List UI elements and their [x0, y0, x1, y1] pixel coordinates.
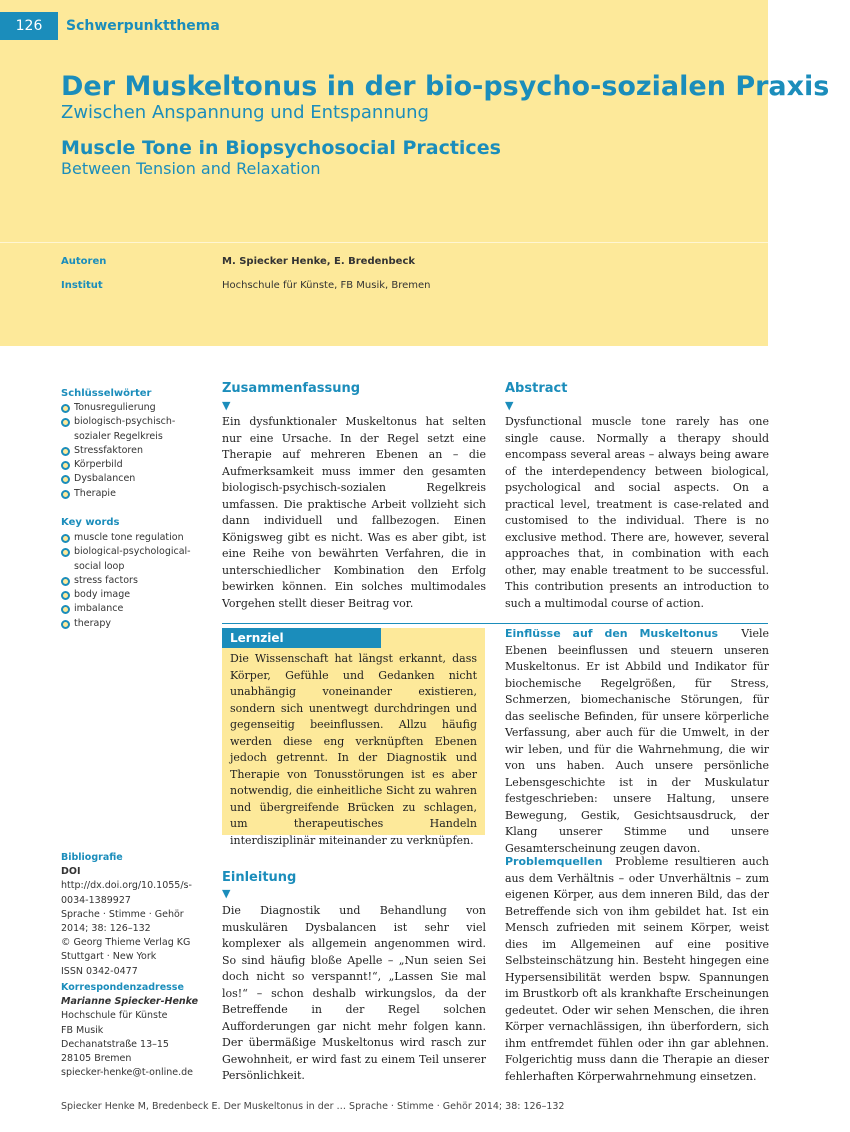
- section-name: Schwerpunktthema: [66, 18, 220, 34]
- keyword-item: biological-psychological-social loop: [61, 545, 201, 574]
- bib-issn: ISSN 0342-0477: [61, 965, 138, 977]
- page-footer: Spiecker Henke M, Bredenbeck E. Der Muskeltonus in der … Sprache · Stimme · Gehör 2014; 38: 126–132: [61, 1101, 565, 1112]
- keyword-item: Tonusregulierung: [61, 401, 211, 415]
- einfluesse-paragraph: [505, 626, 769, 857]
- bib-journal: Sprache · Stimme · Gehör: [61, 908, 184, 920]
- correspondence-line: 28105 Bremen: [61, 1053, 132, 1065]
- problemquellen-paragraph: [505, 854, 769, 1085]
- correspondence-line: FB Musik: [61, 1024, 104, 1036]
- page-number: 126: [0, 12, 58, 40]
- article-subtitle-en: Between Tension and Relaxation: [61, 159, 321, 178]
- keyword-item: Therapie: [61, 487, 211, 501]
- doi-link[interactable]: http://dx.doi.org/10.1055/s-0034-1389927: [61, 880, 192, 906]
- einfluesse-runin: Einflüsse auf den Muskeltonus: [505, 627, 719, 640]
- keyword-item: imbalance: [61, 602, 201, 616]
- authors-label: Autoren: [61, 256, 107, 267]
- header-divider: [0, 242, 768, 243]
- keyword-item: Dysbalancen: [61, 472, 211, 486]
- correspondence: [61, 981, 211, 1080]
- keywords-de-list: [61, 401, 211, 501]
- triangle-down-icon: ▼: [505, 399, 514, 412]
- triangle-down-icon: ▼: [222, 399, 231, 412]
- correspondence-line: Hochschule für Künste: [61, 1010, 168, 1022]
- section-divider: [222, 623, 768, 624]
- keyword-item: biologisch-psychisch-sozialer Regelkreis: [61, 415, 211, 444]
- zusammenfassung-heading: Zusammenfassung: [222, 381, 361, 396]
- lernziel-text: Die Wissenschaft hat längst erkannt, dass Körper, Gefühle und Gedanken nicht unabhängig voneinander existieren, sondern sich unentwegt durchdringen und gegenseitig beeinflussen. Allzu häufig werden diese eng verknüpften Ebenen jedoch getrennt. In der Diagnostik und Therapie von Tonusstörungen ist es aber notwendig, die einheitliche Sicht zu wahren und übergreifende Brücken zu schlagen, um therapeutisches Handeln interdisziplinär miteinander zu verknüpfen.: [230, 652, 477, 847]
- abstract-heading: Abstract: [505, 381, 568, 396]
- keyword-item: Körperbild: [61, 458, 211, 472]
- bibliography-label: Bibliografie: [61, 852, 123, 863]
- triangle-down-icon: ▼: [222, 887, 231, 900]
- keyword-item: body image: [61, 588, 201, 602]
- abstract-text: Dysfunctional muscle tone rarely has one single cause. Normally a therapy should encompass several areas – always being aware of the interdependency between biological, psychological and social aspects. On a practical level, treatment is case-related and customised to the individual. There is no exclusive method. There are, however, several approaches that, in combination with each other, may enable treatment to be successful. This contribution presents an introduction to such a multimodal course of action.: [505, 415, 769, 610]
- keywords-de-label: Schlüsselwörter: [61, 388, 152, 399]
- problemquellen-runin: Problemquellen: [505, 855, 603, 868]
- institute-label: Institut: [61, 280, 103, 291]
- bib-copyright: © Georg Thieme Verlag KG: [61, 937, 191, 949]
- correspondence-email[interactable]: spiecker-henke@t-online.de: [61, 1067, 194, 1079]
- keyword-item: Stressfaktoren: [61, 444, 211, 458]
- correspondence-line: Dechanatstraße 13–15: [61, 1038, 169, 1050]
- institute: Hochschule für Künste, FB Musik, Bremen: [222, 280, 431, 291]
- keywords-en-list: [61, 531, 201, 631]
- doi-label: DOI: [61, 866, 81, 878]
- correspondence-label: Korrespondenzadresse: [61, 982, 184, 993]
- einfluesse-text: Viele Ebenen beeinflussen und steuern unseren Muskeltonus. Er ist Abbild und Indikator für biochemische Regelgrößen, für Stress, Schmerzen, biomechanische Störungen, für das seelische Befinden, für unsere körperliche Verfassung, aber auch für die Umwelt, in der wir leben, und für die Wahrnehmung, die wir von uns haben. Auch unsere persönliche Lebensgeschichte ist in der Muskulatur festgeschrieben: unsere Haltung, unsere Bewegung, Gestik, Gesichtsausdruck, der Klang unserer Stimme und unsere Gesamterscheinung zeugen davon.: [505, 627, 769, 855]
- article-title-en: Muscle Tone in Biopsychosocial Practices: [61, 137, 501, 159]
- bib-year: 2014; 38: 126–132: [61, 923, 151, 935]
- keywords-en-label: Key words: [61, 517, 120, 528]
- article-subtitle: Zwischen Anspannung und Entspannung: [61, 102, 429, 123]
- keyword-item: stress factors: [61, 574, 201, 588]
- zusammenfassung-text: Ein dysfunktionaler Muskeltonus hat selten nur eine Ursache. In der Regel setzt eine Therapie auf mehreren Ebenen an – die Aufmerksamkeit muss immer den gesamten biologisch-psychisch-sozialen Regelkreis umfassen. Die praktische Arbeit vollzieht sich dann individuell und fallbezogen. Einen Königsweg gibt es nicht. Was es aber gibt, ist eine Reihe von bewährten Verfahren, die in unterschiedlicher Kombination den Erfolg bewirken können. Ein solches multimodales Vorgehen stellt dieser Beitrag vor.: [222, 415, 486, 610]
- bib-place: Stuttgart · New York: [61, 951, 157, 963]
- problemquellen-text: Probleme resultieren auch aus dem Verhältnis – oder Unverhältnis – zum eigenen Körper, aus dem inneren Bild, das der Betreffende sich von ihm gebildet hat. Ist ein Mensch zufrieden mit seinem Körper, weist dies im Allgemeinen auf eine positive Selbsteinschätzung hin. Besteht hingegen eine Hypersensibilität werden bspw. Spannungen im Brustkorb oft als krankhafte Erscheinungen gedeutet. Oder wir sehen Menschen, die ihren Körper vernachlässigen, ihn überfordern, sich ihm entfremdet fühlen oder ihn gar ablehnen. Folgerichtig muss dann die Therapie an dieser fehlerhaften Körperwahrnehmung einsetzen.: [505, 855, 769, 1083]
- lernziel-heading: Lernziel: [222, 628, 381, 648]
- bibliography: [61, 851, 211, 979]
- keyword-item: therapy: [61, 617, 201, 631]
- correspondence-name: Marianne Spiecker-Henke: [61, 996, 199, 1008]
- authors: M. Spiecker Henke, E. Bredenbeck: [222, 256, 416, 267]
- article-title: Der Muskeltonus in der bio-psycho-sozialen Praxis: [61, 71, 830, 102]
- einleitung-heading: Einleitung: [222, 870, 297, 885]
- einleitung-text: Die Diagnostik und Behandlung von muskulären Dysbalancen ist sehr viel komplexer als allgemein angenommen wird. So sind häufig bloße Apelle – „Nun seien Sei doch nicht so verspannt!“, „Lassen Sie mal los!“ – schon deshalb wirkungslos, da der Betreffende in der Regel solchen Aufforderungen gar nicht mehr folgen kann. Der übermäßige Muskeltonus wird rasch zur Gewohnheit, er wird fast zu einem Teil unserer Persönlichkeit.: [222, 904, 486, 1082]
- keyword-item: muscle tone regulation: [61, 531, 201, 545]
